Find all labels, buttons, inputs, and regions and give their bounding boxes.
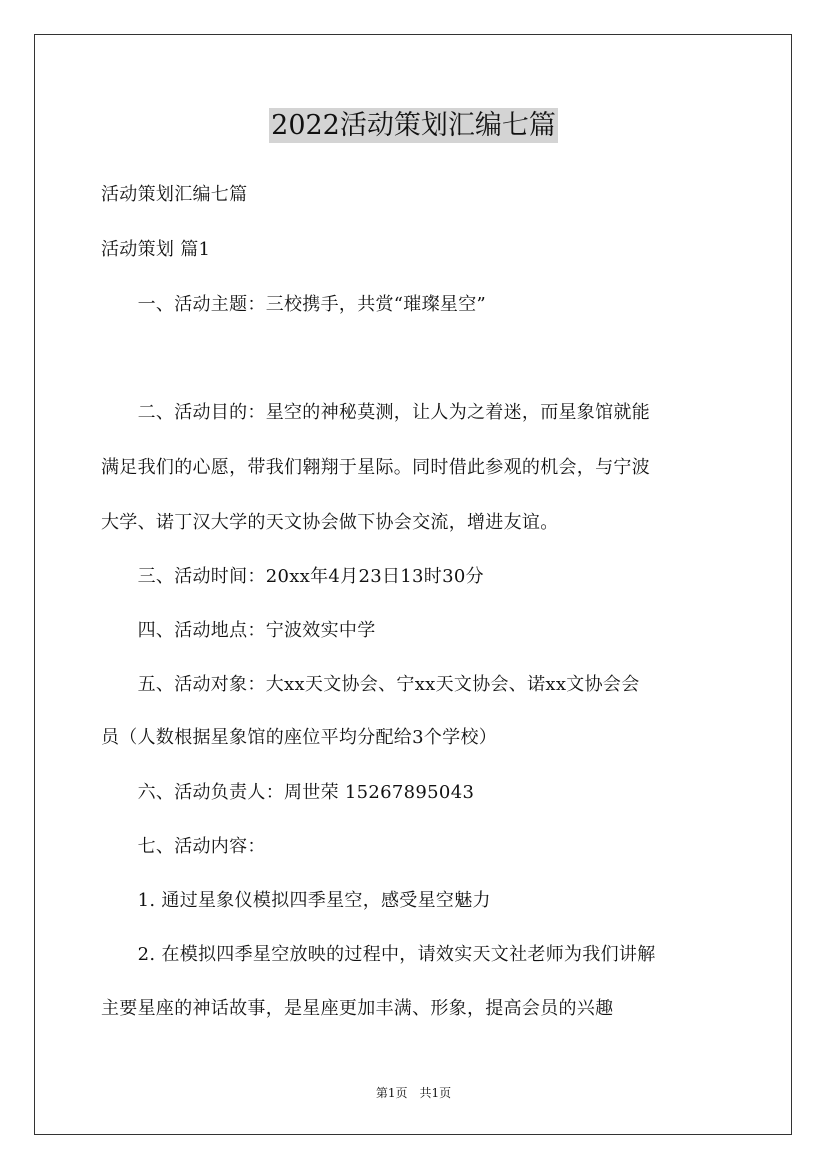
- paragraph-line: 七、活动内容：: [101, 836, 266, 857]
- paragraph-line: 四、活动地点：宁波效实中学: [101, 620, 376, 641]
- paragraph-line: 员（人数根据星象馆的座位平均分配给3个学校）: [101, 727, 498, 748]
- page-footer: 第1页 共1页: [375, 1086, 452, 1100]
- paragraph-line: 六、活动负责人：周世荣 15267895043: [101, 782, 475, 803]
- paragraph-line: 活动策划汇编七篇: [101, 184, 248, 205]
- document-title-wrap: [0, 103, 827, 142]
- paragraph-line: 满足我们的心愿，带我们翱翔于星际。同时借此参观的机会，与宁波: [101, 457, 650, 478]
- document-title: 2022活动策划汇编七篇: [271, 110, 556, 141]
- paragraph-line: 三、活动时间：20xx年4月23日13时30分: [101, 566, 484, 587]
- paragraph-line: 活动策划 篇1: [101, 239, 211, 260]
- paragraph-line: 五、活动对象：大xx天文协会、宁xx天文协会、诺xx文协会会: [101, 674, 640, 695]
- paragraph-line: 1. 通过星象仪模拟四季星空，感受星空魅力: [101, 890, 491, 911]
- paragraph-line: 一、活动主题：三校携手，共赏“璀璨星空”: [101, 294, 487, 315]
- paragraph-line: 2. 在模拟四季星空放映的过程中，请效实天文社老师为我们讲解: [101, 944, 656, 965]
- paragraph-line: 大学、诺丁汉大学的天文协会做下协会交流，增进友谊。: [101, 512, 559, 533]
- paragraph-line: 主要星座的神话故事，是星座更加丰满、形象，提高会员的兴趣: [101, 998, 614, 1019]
- paragraph-line: 二、活动目的：星空的神秘莫测，让人为之着迷，而星象馆就能: [101, 402, 650, 423]
